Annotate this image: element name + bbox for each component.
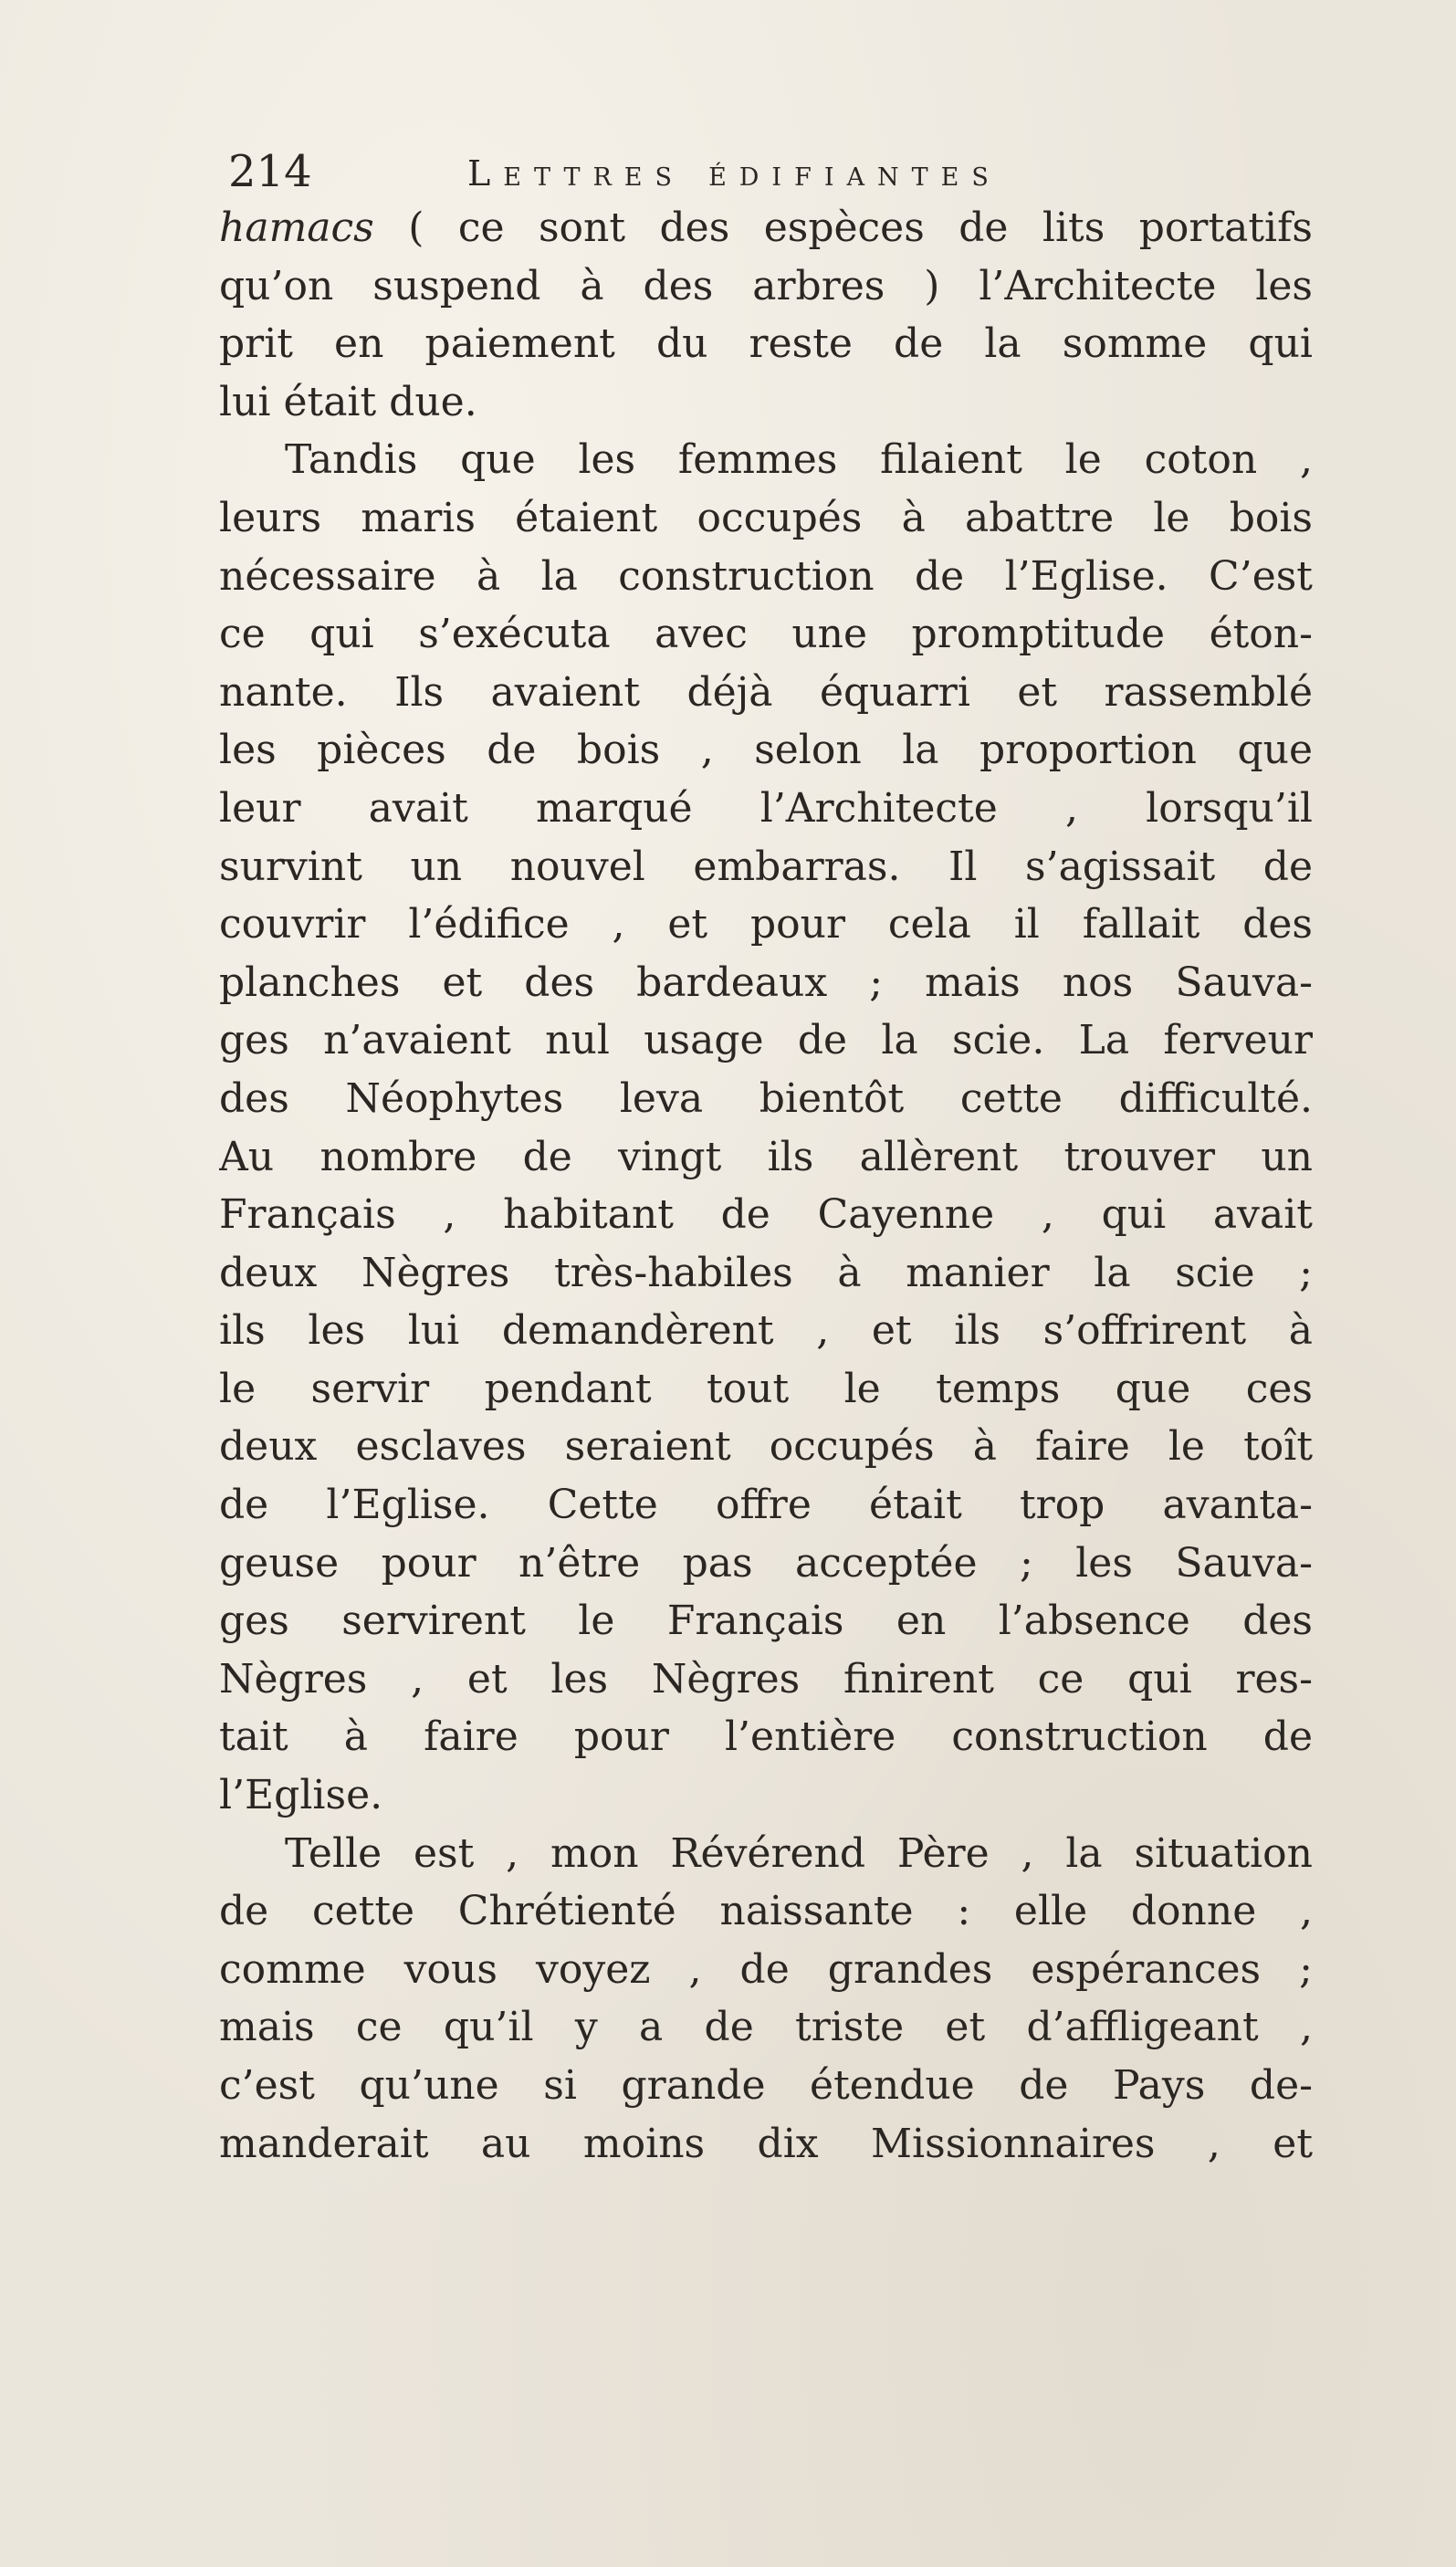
text-line: manderait au moins dix Missionnaires , et <box>219 2120 1313 2167</box>
text-line: le servir pendant tout le temps que ces <box>219 1365 1313 1412</box>
text-line: hamacs ( ce sont des espèces de lits portatifs <box>219 204 1313 251</box>
page-number: 214 <box>228 146 312 197</box>
text-line: leurs maris étaient occupés à abattre le bois <box>219 494 1313 541</box>
text-line: deux Nègres très-habiles à manier la scie ; <box>219 1249 1313 1296</box>
text-line: mais ce qu’il y a de triste et d’affligeant , <box>219 2004 1313 2051</box>
running-title: Lettres édifiantes <box>467 153 1001 194</box>
text-line: survint un nouvel embarras. Il s’agissait de <box>219 843 1313 890</box>
text-line: tait à faire pour l’entière construction de <box>219 1713 1313 1761</box>
text-line: Français , habitant de Cayenne , qui avait <box>219 1191 1313 1239</box>
text-line: Telle est , mon Révérend Père , la situation <box>285 1829 1313 1877</box>
body-text <box>219 199 1313 2173</box>
text-line: leur avait marqué l’Architecte , lorsqu’il <box>219 784 1313 832</box>
text-line: geuse pour n’être pas acceptée ; les Sauva- <box>219 1539 1313 1587</box>
text-line: c’est qu’une si grande étendue de Pays de- <box>219 2062 1313 2109</box>
text-line: ges servirent le Français en l’absence des <box>219 1598 1313 1645</box>
text-line: des Néophytes leva bientôt cette difficulté. <box>219 1074 1313 1122</box>
text-line: prit en paiement du reste de la somme qui <box>219 320 1313 368</box>
text-line: ce qui s’exécuta avec une promptitude éton- <box>219 611 1313 658</box>
text-line: de cette Chrétienté naissante : elle donne , <box>219 1888 1313 1935</box>
text-line: qu’on suspend à des arbres ) l’Architecte les <box>219 262 1313 309</box>
text-line: couvrir l’édifice , et pour cela il fallait des <box>219 901 1313 948</box>
text-line: Nègres , et les Nègres finirent ce qui res- <box>219 1655 1313 1703</box>
text-line: ils les lui demandèrent , et ils s’offrirent à <box>219 1307 1313 1355</box>
text-line: ges n’avaient nul usage de la scie. La ferveur <box>219 1017 1313 1064</box>
text-line: planches et des bardeaux ; mais nos Sauva- <box>219 959 1313 1006</box>
text-line: comme vous voyez , de grandes espérances ; <box>219 1945 1313 1993</box>
text-line: nante. Ils avaient déjà équarri et rassemblé <box>219 668 1313 716</box>
text-line: lui était due. <box>219 378 477 425</box>
italic-word: hamacs <box>219 204 374 251</box>
text-line: Tandis que les femmes filaient le coton , <box>285 436 1313 484</box>
text-line: Au nombre de vingt ils allèrent trouver un <box>219 1133 1313 1180</box>
text-line: les pièces de bois , selon la proportion que <box>219 727 1313 774</box>
text-line: l’Eglise. <box>219 1772 383 1819</box>
text-line: deux esclaves seraient occupés à faire le toît <box>219 1423 1313 1471</box>
text-line: de l’Eglise. Cette offre était trop avanta- <box>219 1482 1313 1529</box>
text-line: nécessaire à la construction de l’Eglise. C’est <box>219 552 1313 600</box>
